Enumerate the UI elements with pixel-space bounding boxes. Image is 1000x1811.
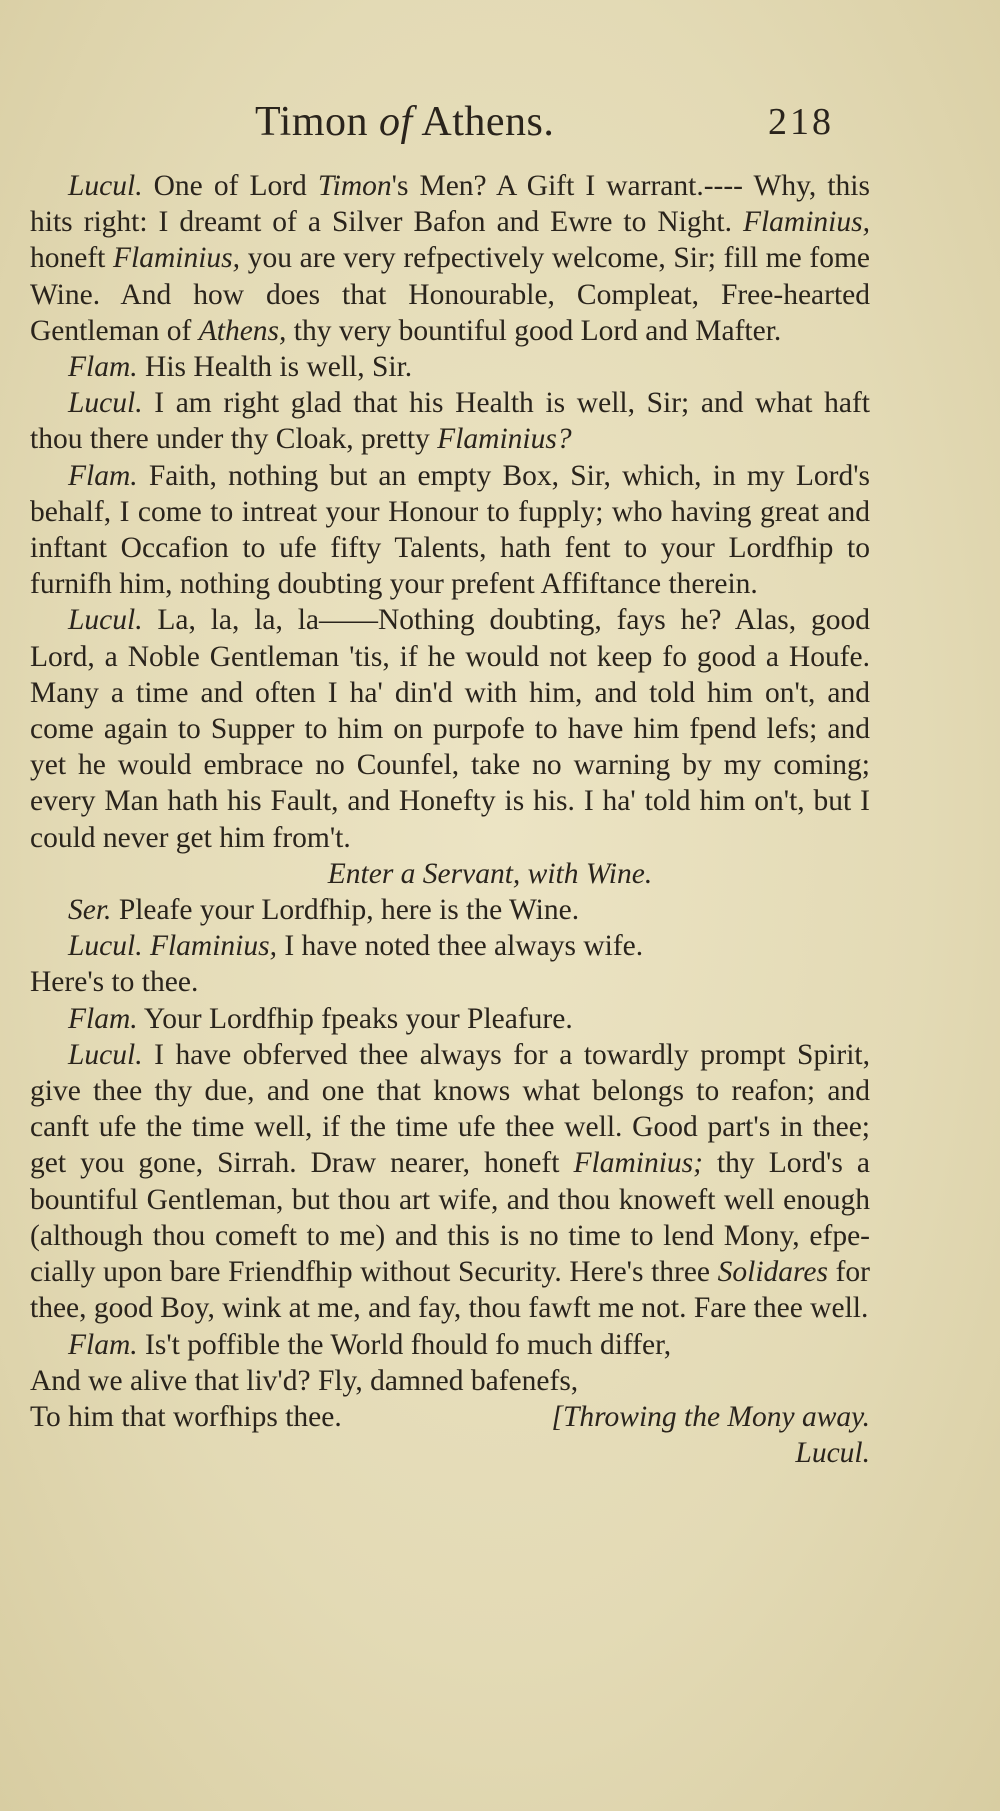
speech-text: His Health is well, Sir.: [137, 351, 413, 384]
speaker-name: Flam.: [68, 459, 138, 492]
speaker-name: Ser.: [68, 894, 112, 927]
speech-servant: [30, 892, 870, 928]
speech-text: Is't poffible the World fhould fo much differ,: [137, 1328, 672, 1361]
speaker-name: Flam.: [68, 1002, 138, 1035]
speech-lucullus-3: [30, 602, 870, 855]
speech-flaminius-4: [30, 1327, 870, 1363]
speech-text: honeft: [30, 242, 114, 275]
italic-name: Flaminius,: [142, 930, 277, 963]
speech-text: for thee, good Boy, wink at me, and fay, thou fawft me not. Fare thee well.: [30, 1256, 870, 1325]
speech-lucullus-5: [30, 1037, 870, 1327]
speech-text: La, la, la, la——Nothing doubting, fays he? Alas, good Lord, a Noble Gentleman 'tis, if he would not keep fo good a Houfe. Many a time and often I ha' din'd with him, and told him on't, and come again to Supper to him on purpofe to have him fpend lefs; and yet he would embrace no Counfel, take no warning by my coming; every Man hath his Fault, and Honefty is his. I ha' told him on't, but I could never get him from't.: [30, 604, 870, 854]
speech-text: thy very bountiful good Lord and Mafter.: [286, 314, 782, 347]
speaker-name: Lucul.: [68, 1038, 143, 1071]
italic-name: Flaminius;: [573, 1147, 703, 1180]
speech-text: 's Men? A Gift I warrant.---- Why, this hits right: I dreamt of a Silver Bafon and Ewre to Night.: [30, 170, 870, 239]
italic-name: Athens,: [198, 314, 287, 347]
verse-line: And we alive that liv'd? Fly, damned bafenefs,: [30, 1364, 579, 1397]
speech-text: Faith, nothing but an empty Box, Sir, which, in my Lord's behalf, I come to intreat your Honour to fupply; who having great and inftant Occafion to ufe fifty Talents, hath fent to your Lordfhip to furnifh him, nothing doubting your prefent Affiftance therein.: [30, 459, 870, 601]
speech-text: Your Lordfhip fpeaks your Pleafure.: [137, 1002, 573, 1035]
running-title: [255, 98, 554, 146]
speech-text: I am right glad that his Health is well, Sir; and what haft thou there under thy Cloak, pretty: [30, 387, 870, 456]
italic-name: Solidares: [717, 1256, 828, 1289]
catchword: Lucul.: [795, 1437, 870, 1470]
speech-lucullus-4: [30, 928, 870, 964]
title-of: of: [379, 99, 413, 145]
speech-text: thy Lord's a bountiful Gentleman, but thou art wife, and thou knoweft well enough (although thou comeft to me) and this is no time to lend Mony, efpecially upon bare Friendfhip without Security. Here's three: [30, 1147, 870, 1289]
speaker-name: Lucul.: [68, 387, 143, 420]
stage-direction: [Throwing the Mony away.: [551, 1400, 870, 1433]
speech-text: One of Lord: [142, 170, 318, 202]
speaker-name: Lucul.: [68, 170, 143, 202]
speaker-name: Flam.: [68, 351, 138, 384]
speech-text: I have noted thee always wife.: [276, 930, 644, 963]
speech-text: Pleafe your Lordfhip, here is the Wine.: [111, 894, 580, 927]
italic-name: Flaminius,: [742, 206, 870, 239]
verse-line-with-direction: [30, 1399, 870, 1435]
italic-name: Flaminius,: [113, 242, 241, 275]
speech-lucullus-1: [30, 168, 870, 349]
speech-flaminius-2: [30, 458, 870, 603]
italic-name: Timon: [317, 170, 392, 202]
speaker-name: Lucul.: [68, 930, 143, 963]
page-number: 218: [768, 101, 834, 143]
speech-flaminius-1: [30, 349, 870, 385]
play-text: [30, 168, 870, 1471]
speech-text: To him that worfhips thee.: [30, 1400, 342, 1433]
italic-name: Flaminius?: [437, 423, 572, 456]
speech-line: Here's to thee.: [30, 966, 199, 999]
speaker-name: Flam.: [68, 1328, 138, 1361]
speech-flaminius-3: [30, 1001, 870, 1037]
speech-text: you are very refpectively welcome, Sir; fill me fome Wine. And how does that Honourable, Compleat, Free-hearted Gentleman of: [30, 242, 870, 347]
speech-text: I have obferved thee always for a towardly prompt Spirit, give thee thy due, and one that knows what belongs to reafon; and canft ufe the time well, if the time ufe thee well. Good part's in thee; get you gone, Sirrah. Draw nearer, honeft: [30, 1038, 870, 1180]
stage-direction: Enter a Servant, with Wine.: [327, 857, 653, 890]
title-end: Athens.: [421, 99, 555, 145]
speech-lucullus-2: [30, 385, 870, 457]
running-header: [0, 98, 1000, 158]
title-main: Timon: [255, 99, 369, 145]
speaker-name: Lucul.: [68, 604, 143, 637]
